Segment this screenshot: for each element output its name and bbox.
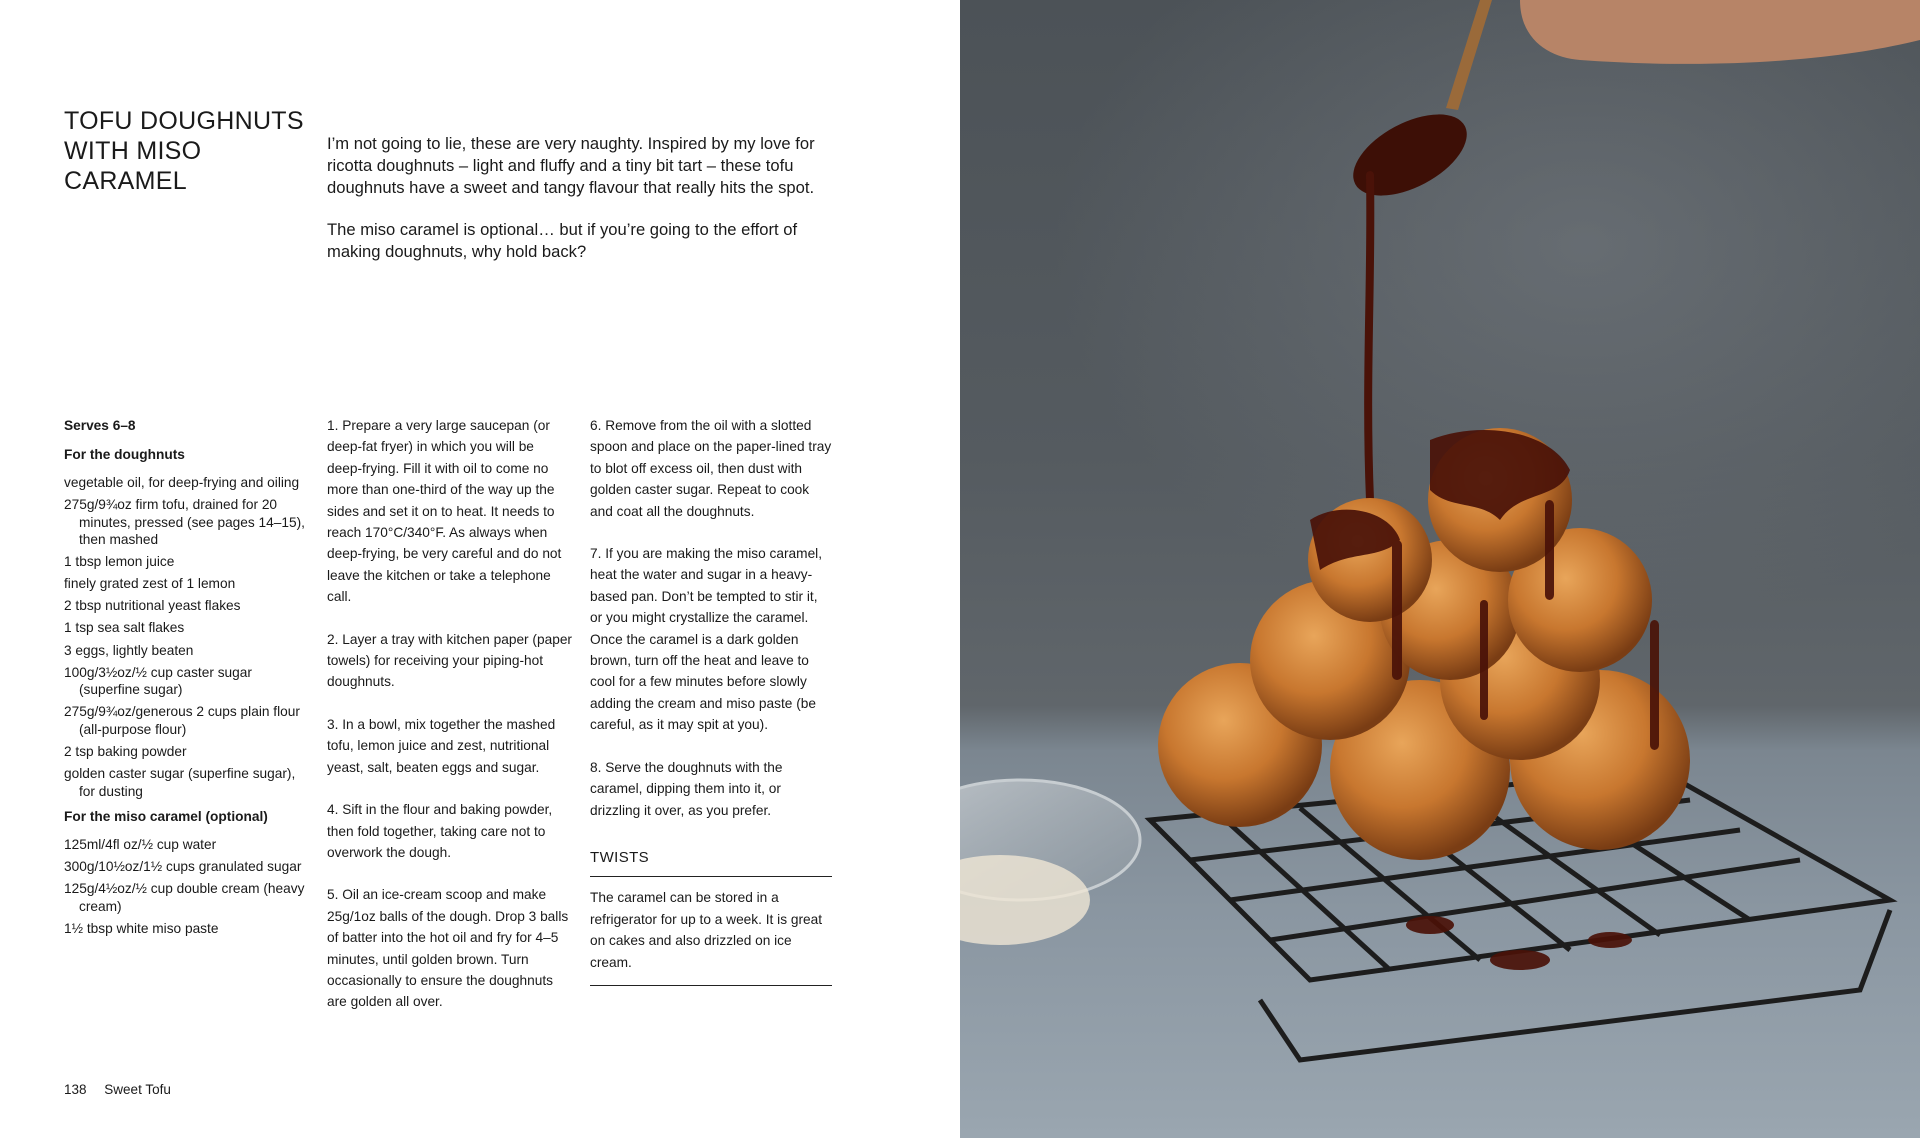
page-footer — [64, 1082, 185, 1097]
serves-label: Serves 6–8 — [64, 418, 136, 433]
ingredient-item: finely grated zest of 1 lemon — [64, 576, 236, 592]
caramel-stream — [1368, 175, 1370, 500]
caramel-ingredient-list — [64, 836, 314, 937]
caramel-heading: For the miso caramel (optional) — [64, 809, 268, 825]
ingredient-item: 125ml/4fl oz/½ cup water — [64, 836, 217, 852]
method-step: 4. Sift in the flour and baking powder, then fold together, taking care not to overwork the dough. — [327, 802, 553, 860]
twists-body: The caramel can be stored in a refrigerator for up to a week. It is great on cakes and also drizzled on ice cream. — [590, 887, 832, 986]
ingredient-item: 275g/9¾oz firm tofu, drained for 20 minutes, pressed (see pages 14–15), then mashed — [64, 496, 305, 548]
ingredient-item: 300g/10½oz/1½ cups granulated sugar — [64, 858, 302, 874]
ingredient-item: 3 eggs, lightly beaten — [64, 642, 194, 658]
ingredient-item: 2 tbsp nutritional yeast flakes — [64, 598, 241, 614]
recipe-intro — [327, 133, 827, 283]
ingredient-item: vegetable oil, for deep-frying and oiling — [64, 474, 300, 490]
method-step: 5. Oil an ice-cream scoop and make 25g/1oz balls of the dough. Drop 3 balls of batter into the hot oil and fry for 4–5 minutes, until golden brown. Turn occasionally to ensure the doughnuts are golden all over. — [327, 887, 569, 1010]
photo-illustration — [960, 0, 1920, 1138]
method-step: 3. In a bowl, mix together the mashed tofu, lemon juice and zest, nutritional yeast, salt, beaten eggs and sugar. — [327, 716, 556, 775]
title-line: WITH MISO — [64, 137, 202, 165]
ingredient-item: 100g/3½oz/½ cup caster sugar (superfine sugar) — [64, 664, 252, 698]
recipe-title — [64, 106, 304, 196]
ingredient-item: 275g/9¾oz/generous 2 cups plain flour (all-purpose flour) — [64, 704, 300, 737]
ingredient-item: 1 tbsp lemon juice — [64, 554, 175, 570]
ingredient-item: 1½ tbsp white miso paste — [64, 920, 219, 936]
method-step: 8. Serve the doughnuts with the caramel, dipping them into it, or drizzling it over, as you prefer. — [590, 759, 783, 818]
food-photo — [960, 0, 1920, 1138]
method-step: 6. Remove from the oil with a slotted spoon and place on the paper-lined tray to blot off excess oil, then dust with golden caster sugar. Repeat to cook and coat all the doughnuts. — [590, 418, 832, 519]
intro-paragraph: The miso caramel is optional… but if you’re going to the effort of making doughnuts, why hold back? — [327, 220, 798, 261]
food-photo-page — [960, 0, 1920, 1138]
ingredient-item: 1 tsp sea salt flakes — [64, 620, 185, 636]
method-step: 7. If you are making the miso caramel, heat the water and sugar in a heavy-based pan. Don’t be tempted to stir it, or you might crystallize the caramel. Once the caramel is a dark golden brown, turn off the heat and leave to cool for a few minutes before slowly adding the cream and miso paste (be careful, as it may spit at you). — [590, 546, 823, 733]
method-column-1 — [327, 415, 572, 1034]
ingredient-item: golden caster sugar (superfine sugar), for dusting — [64, 766, 296, 799]
twists-heading: TWISTS — [590, 847, 832, 877]
ingredient-item: 125g/4½oz/½ cup double cream (heavy cream) — [64, 880, 305, 914]
method-step: 1. Prepare a very large saucepan (or deep-fat fryer) in which you will be deep-frying. Fill it with oil to come no more than one-third of the way up the sides and set it on to heat. It needs to reach 170°C/340°F. As always when deep-frying, be very careful and do not leave the kitchen or take a telephone call. — [327, 418, 562, 605]
intro-paragraph: I’m not going to lie, these are very naughty. Inspired by my love for ricotta doughnuts – light and fluffy and a tiny bit tart – these tofu doughnuts have a sweet and tangy flavour that really hits the spot. — [327, 134, 815, 197]
title-line: CARAMEL — [64, 167, 187, 195]
section-name: Sweet Tofu — [104, 1082, 171, 1097]
spoon-bowl — [1340, 98, 1480, 213]
title-line: TOFU DOUGHNUTS — [64, 107, 304, 135]
hand — [1520, 0, 1920, 64]
doughnut-ingredient-list — [64, 474, 314, 801]
ingredient-item: 2 tsp baking powder — [64, 744, 187, 760]
method-column-2 — [590, 415, 832, 986]
doughnuts-heading: For the doughnuts — [64, 447, 185, 463]
page-number: 138 — [64, 1082, 87, 1097]
method-step: 2. Layer a tray with kitchen paper (paper towels) for receiving your piping-hot doughnuts. — [327, 631, 572, 690]
doughnut-pile — [1158, 428, 1690, 860]
spoon-handle — [1446, 0, 1492, 110]
ingredients-column — [64, 415, 314, 943]
